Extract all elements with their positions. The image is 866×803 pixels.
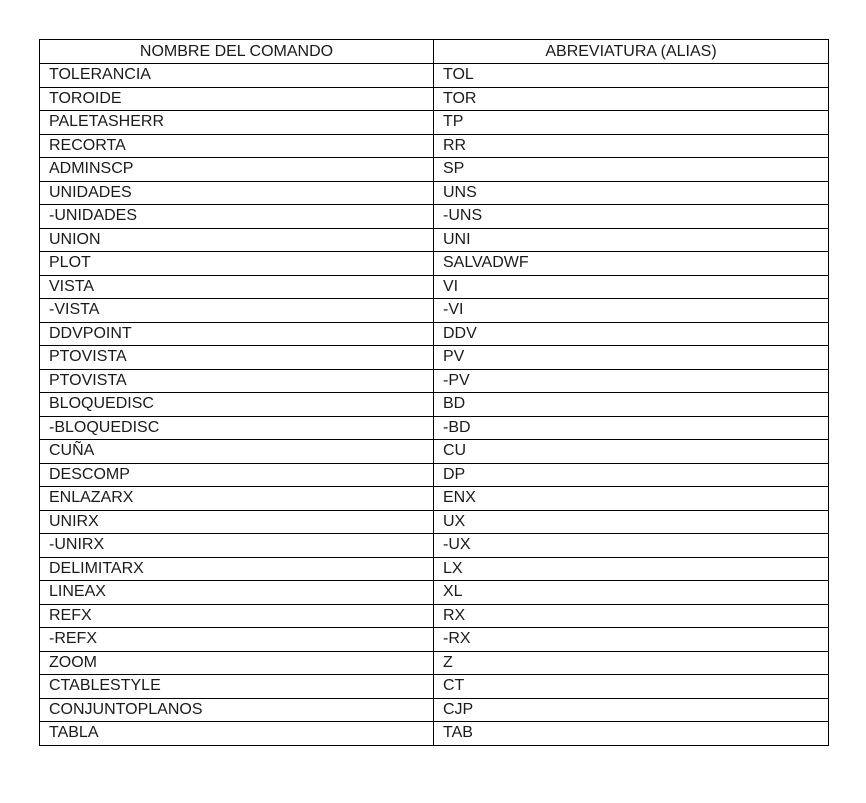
command-name-cell: DESCOMP: [40, 463, 434, 487]
alias-cell: LX: [434, 557, 829, 581]
alias-cell: XL: [434, 581, 829, 605]
command-name-cell: -VISTA: [40, 299, 434, 323]
alias-cell: UX: [434, 510, 829, 534]
alias-cell: CJP: [434, 698, 829, 722]
alias-cell: TOL: [434, 64, 829, 88]
command-name-cell: RECORTA: [40, 134, 434, 158]
alias-cell: -PV: [434, 369, 829, 393]
command-name-cell: TOROIDE: [40, 87, 434, 111]
alias-cell: TAB: [434, 722, 829, 746]
table-row: [40, 299, 829, 323]
command-name-cell: UNION: [40, 228, 434, 252]
table-row: [40, 369, 829, 393]
command-name-cell: DDVPOINT: [40, 322, 434, 346]
command-name-cell: CUÑA: [40, 440, 434, 464]
table-header-row: [40, 40, 829, 64]
command-name-cell: PTOVISTA: [40, 369, 434, 393]
command-name-cell: BLOQUEDISC: [40, 393, 434, 417]
table-row: [40, 628, 829, 652]
table-row: [40, 604, 829, 628]
table-row: [40, 722, 829, 746]
alias-cell: VI: [434, 275, 829, 299]
command-name-cell: ENLAZARX: [40, 487, 434, 511]
alias-cell: DDV: [434, 322, 829, 346]
alias-cell: DP: [434, 463, 829, 487]
table-row: [40, 181, 829, 205]
command-name-cell: UNIRX: [40, 510, 434, 534]
table-row: [40, 534, 829, 558]
column-header-command-name: NOMBRE DEL COMANDO: [40, 40, 434, 64]
alias-cell: UNI: [434, 228, 829, 252]
alias-cell: TP: [434, 111, 829, 135]
command-alias-table: [39, 39, 829, 746]
table-row: [40, 205, 829, 229]
command-name-cell: PTOVISTA: [40, 346, 434, 370]
table-row: [40, 698, 829, 722]
command-name-cell: -UNIRX: [40, 534, 434, 558]
table-row: [40, 393, 829, 417]
table-row: [40, 557, 829, 581]
alias-cell: RR: [434, 134, 829, 158]
command-name-cell: ZOOM: [40, 651, 434, 675]
alias-cell: ENX: [434, 487, 829, 511]
command-name-cell: CONJUNTOPLANOS: [40, 698, 434, 722]
table-row: [40, 675, 829, 699]
alias-cell: UNS: [434, 181, 829, 205]
command-name-cell: CTABLESTYLE: [40, 675, 434, 699]
command-name-cell: PLOT: [40, 252, 434, 276]
command-name-cell: TOLERANCIA: [40, 64, 434, 88]
alias-cell: CU: [434, 440, 829, 464]
command-name-cell: ADMINSCP: [40, 158, 434, 182]
table-row: [40, 322, 829, 346]
command-name-cell: DELIMITARX: [40, 557, 434, 581]
command-alias-table-container: [39, 39, 829, 764]
alias-cell: -RX: [434, 628, 829, 652]
alias-cell: CT: [434, 675, 829, 699]
table-row: [40, 158, 829, 182]
command-name-cell: PALETASHERR: [40, 111, 434, 135]
table-row: [40, 87, 829, 111]
table-row: [40, 111, 829, 135]
alias-cell: -VI: [434, 299, 829, 323]
table-row: [40, 228, 829, 252]
alias-cell: -BD: [434, 416, 829, 440]
command-name-cell: LINEAX: [40, 581, 434, 605]
command-name-cell: -UNIDADES: [40, 205, 434, 229]
table-row: [40, 487, 829, 511]
table-row: [40, 134, 829, 158]
command-name-cell: -REFX: [40, 628, 434, 652]
table-row: [40, 416, 829, 440]
alias-cell: BD: [434, 393, 829, 417]
table-row: [40, 346, 829, 370]
alias-cell: SP: [434, 158, 829, 182]
alias-cell: -UNS: [434, 205, 829, 229]
table-row: [40, 510, 829, 534]
alias-cell: TOR: [434, 87, 829, 111]
table-body: [40, 64, 829, 746]
command-name-cell: -BLOQUEDISC: [40, 416, 434, 440]
command-name-cell: REFX: [40, 604, 434, 628]
table-row: [40, 440, 829, 464]
command-name-cell: VISTA: [40, 275, 434, 299]
table-row: [40, 275, 829, 299]
alias-cell: Z: [434, 651, 829, 675]
table-row: [40, 64, 829, 88]
alias-cell: PV: [434, 346, 829, 370]
alias-cell: RX: [434, 604, 829, 628]
table-row: [40, 581, 829, 605]
table-row: [40, 252, 829, 276]
command-name-cell: TABLA: [40, 722, 434, 746]
alias-cell: SALVADWF: [434, 252, 829, 276]
alias-cell: -UX: [434, 534, 829, 558]
table-row: [40, 651, 829, 675]
table-row: [40, 463, 829, 487]
column-header-alias: ABREVIATURA (ALIAS): [434, 40, 829, 64]
command-name-cell: UNIDADES: [40, 181, 434, 205]
